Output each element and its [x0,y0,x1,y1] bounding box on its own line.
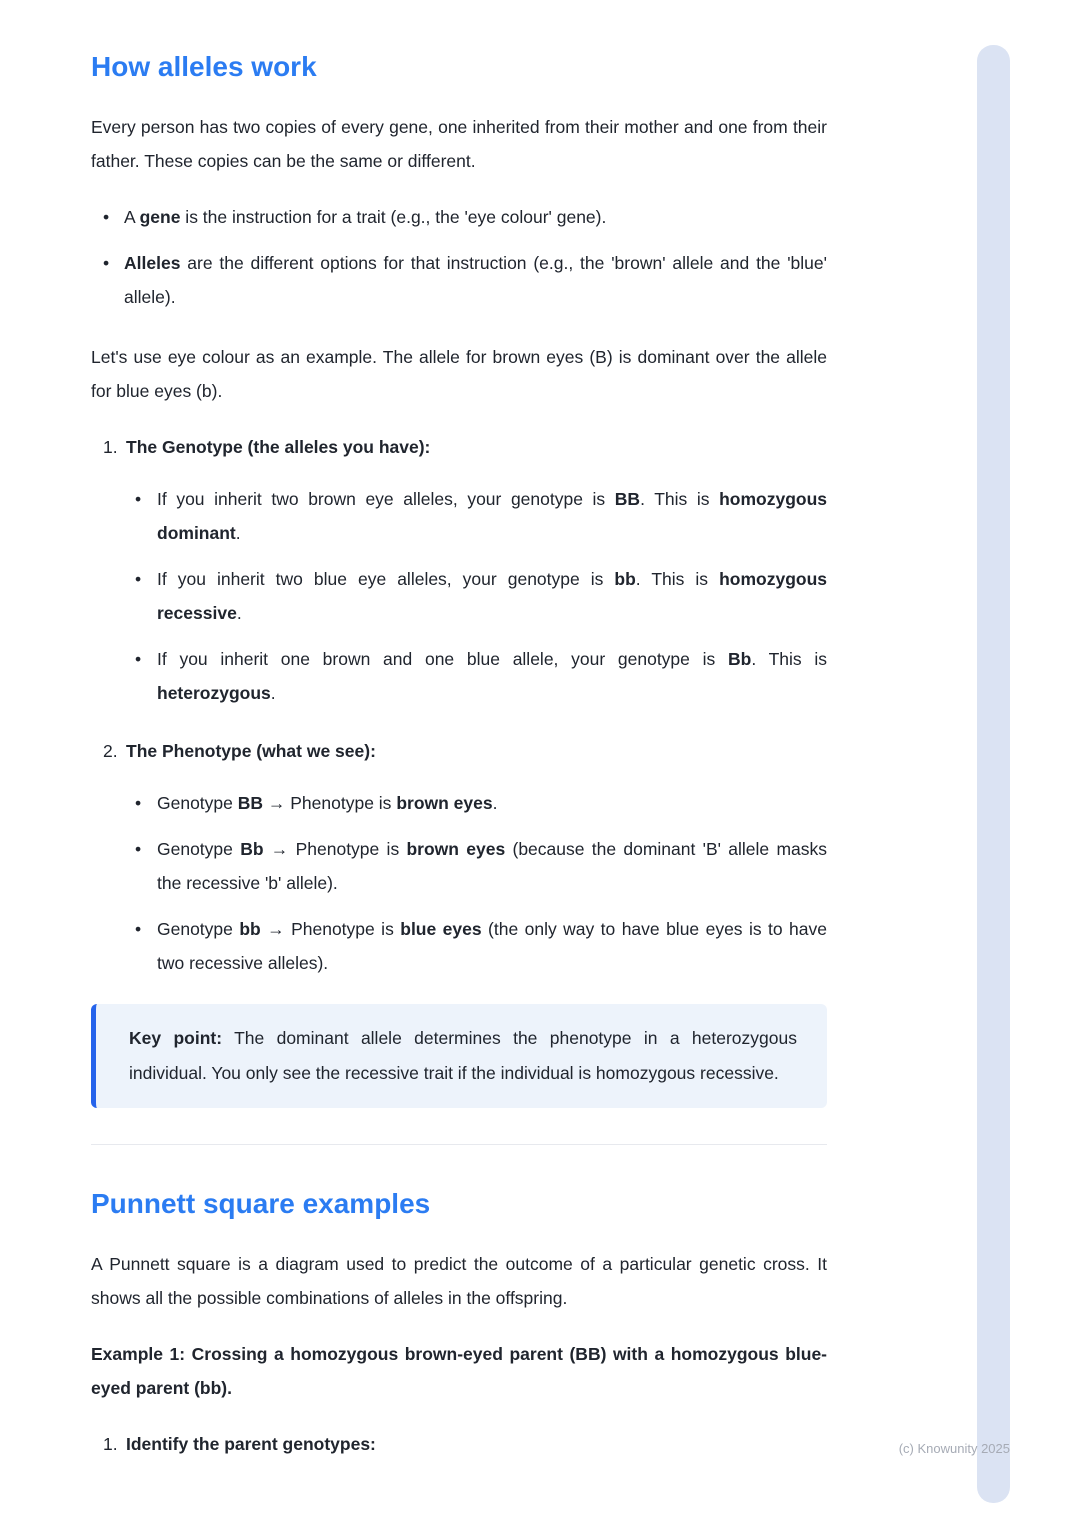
keypoint-callout: Key point: The dominant allele determines the phenotype in a heterozygous individual. You only see the recessive trait if the individual is homozygous recessive. [91,1004,827,1108]
bullet-marker: • [135,489,142,509]
list-item-text: Genotype Bb → Phenotype is brown eyes (because the dominant 'B' allele masks the recessive 'b' allele). [157,839,828,893]
numbered-item-title: Identify the parent genotypes: [126,1434,376,1454]
list-item-text: Genotype BB → Phenotype is brown eyes. [157,793,498,813]
bullet-marker: • [135,839,142,859]
list-item-text: Alleles are the different options for that instruction (e.g., the 'brown' allele and the 'blue' allele). [124,253,827,307]
numbered-item-body [126,482,827,710]
bullet-marker: • [103,207,110,227]
paragraph-punnett-intro: A Punnett square is a diagram used to predict the outcome of a particular genetic cross. It shows all the possible combinations of alleles in the offspring. [91,1254,827,1308]
numbered-item-title: The Genotype (the alleles you have): [126,437,431,457]
numbered-item-genotype [91,430,827,710]
list-item [126,562,827,630]
list-item-gene [91,200,827,234]
list-item-text: Genotype bb → Phenotype is blue eyes (the only way to have blue eyes is to have two recessive alleles). [157,919,828,973]
page-scrollbar[interactable] [977,45,1010,1503]
content-column [91,50,827,1461]
sublist-phenotype [126,786,827,980]
bullet-marker: • [135,569,142,589]
paragraph-eye-colour-example: Let's use eye colour as an example. The allele for brown eyes (B) is dominant over the allele for blue eyes (b). [91,347,827,401]
numbered-item-heading [91,430,827,464]
list-number: 1. [103,437,118,457]
bullet-marker: • [135,793,142,813]
list-item-text: If you inherit two blue eye alleles, your genotype is bb. This is homozygous recessive. [157,569,827,623]
numbered-item-identify-genotypes [91,1427,827,1461]
section-heading-alleles: How alleles work [91,51,317,82]
list-item [126,912,827,980]
bullet-list-definitions [91,200,827,314]
paragraph-alleles-intro: Every person has two copies of every gene, one inherited from their mother and one from their father. These copies can be the same or different. [91,117,827,171]
list-item [126,482,827,550]
list-item-text: If you inherit two brown eye alleles, your genotype is BB. This is homozygous dominant. [157,489,827,543]
section-heading-punnett: Punnett square examples [91,1188,431,1219]
list-number: 2. [103,741,118,761]
list-item-alleles [91,246,827,314]
list-item-text: If you inherit one brown and one blue allele, your genotype is Bb. This is heterozygous. [157,649,827,703]
copyright-watermark: (c) Knowunity 2025 [898,1441,1010,1456]
numbered-item-phenotype [91,734,827,980]
numbered-item-body [126,786,827,980]
bullet-marker: • [135,649,142,669]
bullet-marker: • [103,253,110,273]
bullet-marker: • [135,919,142,939]
sublist-genotype [126,482,827,710]
numbered-item-heading [91,734,827,768]
list-item [126,642,827,710]
list-item [126,786,827,820]
list-number: 1. [103,1434,118,1454]
example-1-heading: Example 1: Crossing a homozygous brown-eyed parent (BB) with a homozygous blue-eyed parent (bb). [91,1344,827,1398]
numbered-item-title: The Phenotype (what we see): [126,741,376,761]
list-item [126,832,827,900]
list-item-text: A gene is the instruction for a trait (e.g., the 'eye colour' gene). [124,207,607,227]
section-divider [91,1144,827,1145]
